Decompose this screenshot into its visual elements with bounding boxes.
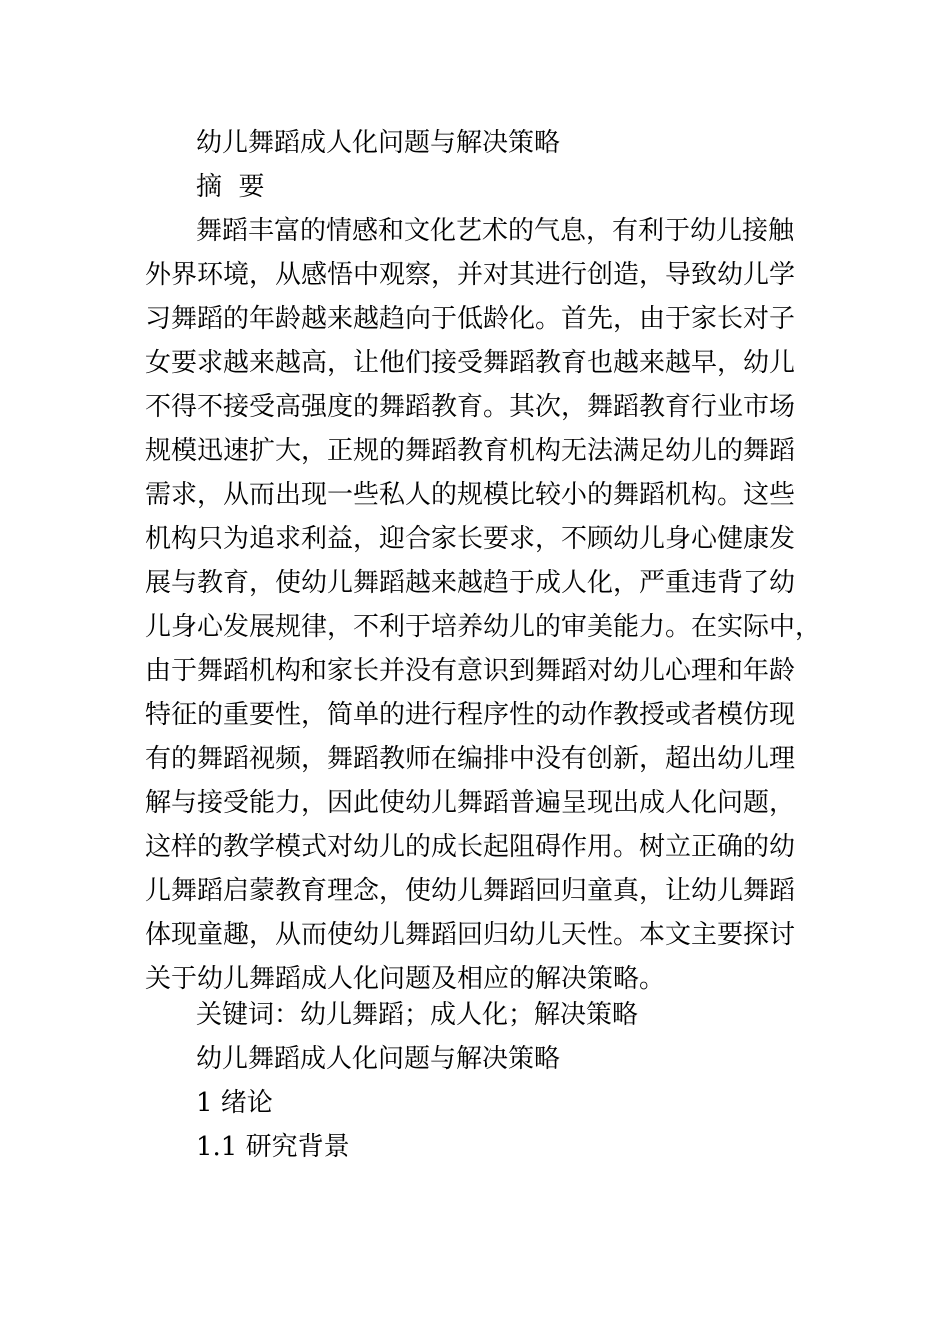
abstract-line: 儿舞蹈启蒙教育理念，使幼儿舞蹈回归童真，让幼儿舞蹈 [145,876,796,906]
abstract-line: 由于舞蹈机构和家长并没有意识到舞蹈对幼儿心理和年龄 [145,656,796,686]
abstract-line: 外界环境，从感悟中观察，并对其进行创造，导致幼儿学 [145,260,796,290]
abstract-line: 解与接受能力，因此使幼儿舞蹈普遍呈现出成人化问题， [145,788,796,818]
abstract-line: 有的舞蹈视频，舞蹈教师在编排中没有创新，超出幼儿理 [145,744,796,774]
abstract-paragraph [145,209,822,1001]
abstract-line: 这样的教学模式对幼儿的成长起阻碍作用。树立正确的幼 [145,832,796,862]
abstract-line: 儿身心发展规律，不利于培养幼儿的审美能力。在实际中， [145,612,822,642]
abstract-line: 机构只为追求利益，迎合家长要求，不顾幼儿身心健康发 [145,524,796,554]
abstract-line: 女要求越来越高，让他们接受舞蹈教育也越来越早，幼儿 [145,348,796,378]
section-heading-1-1: 1.1 研究背景 [196,1132,350,1162]
abstract-line: 展与教育，使幼儿舞蹈越来越趋于成人化，严重违背了幼 [145,568,796,598]
section-heading-1: 1 绪论 [196,1088,273,1118]
abstract-line: 不得不接受高强度的舞蹈教育。其次，舞蹈教育行业市场 [145,392,796,422]
body-title-repeat: 幼儿舞蹈成人化问题与解决策略 [196,1044,561,1074]
abstract-line: 特征的重要性，简单的进行程序性的动作教授或者模仿现 [145,700,796,730]
abstract-line: 关于幼儿舞蹈成人化问题及相应的解决策略。 [145,964,666,994]
abstract-heading: 摘 要 [196,172,265,202]
abstract-line: 舞蹈丰富的情感和文化艺术的气息，有利于幼儿接触 [196,216,795,246]
abstract-line: 体现童趣，从而使幼儿舞蹈回归幼儿天性。本文主要探讨 [145,920,796,950]
abstract-line: 习舞蹈的年龄越来越趋向于低龄化。首先，由于家长对子 [145,304,796,334]
abstract-line: 需求，从而出现一些私人的规模比较小的舞蹈机构。这些 [145,480,796,510]
document-title: 幼儿舞蹈成人化问题与解决策略 [196,128,561,158]
abstract-line: 规模迅速扩大，正规的舞蹈教育机构无法满足幼儿的舞蹈 [145,436,796,466]
keywords-line: 关键词：幼儿舞蹈；成人化；解决策略 [196,1000,639,1030]
